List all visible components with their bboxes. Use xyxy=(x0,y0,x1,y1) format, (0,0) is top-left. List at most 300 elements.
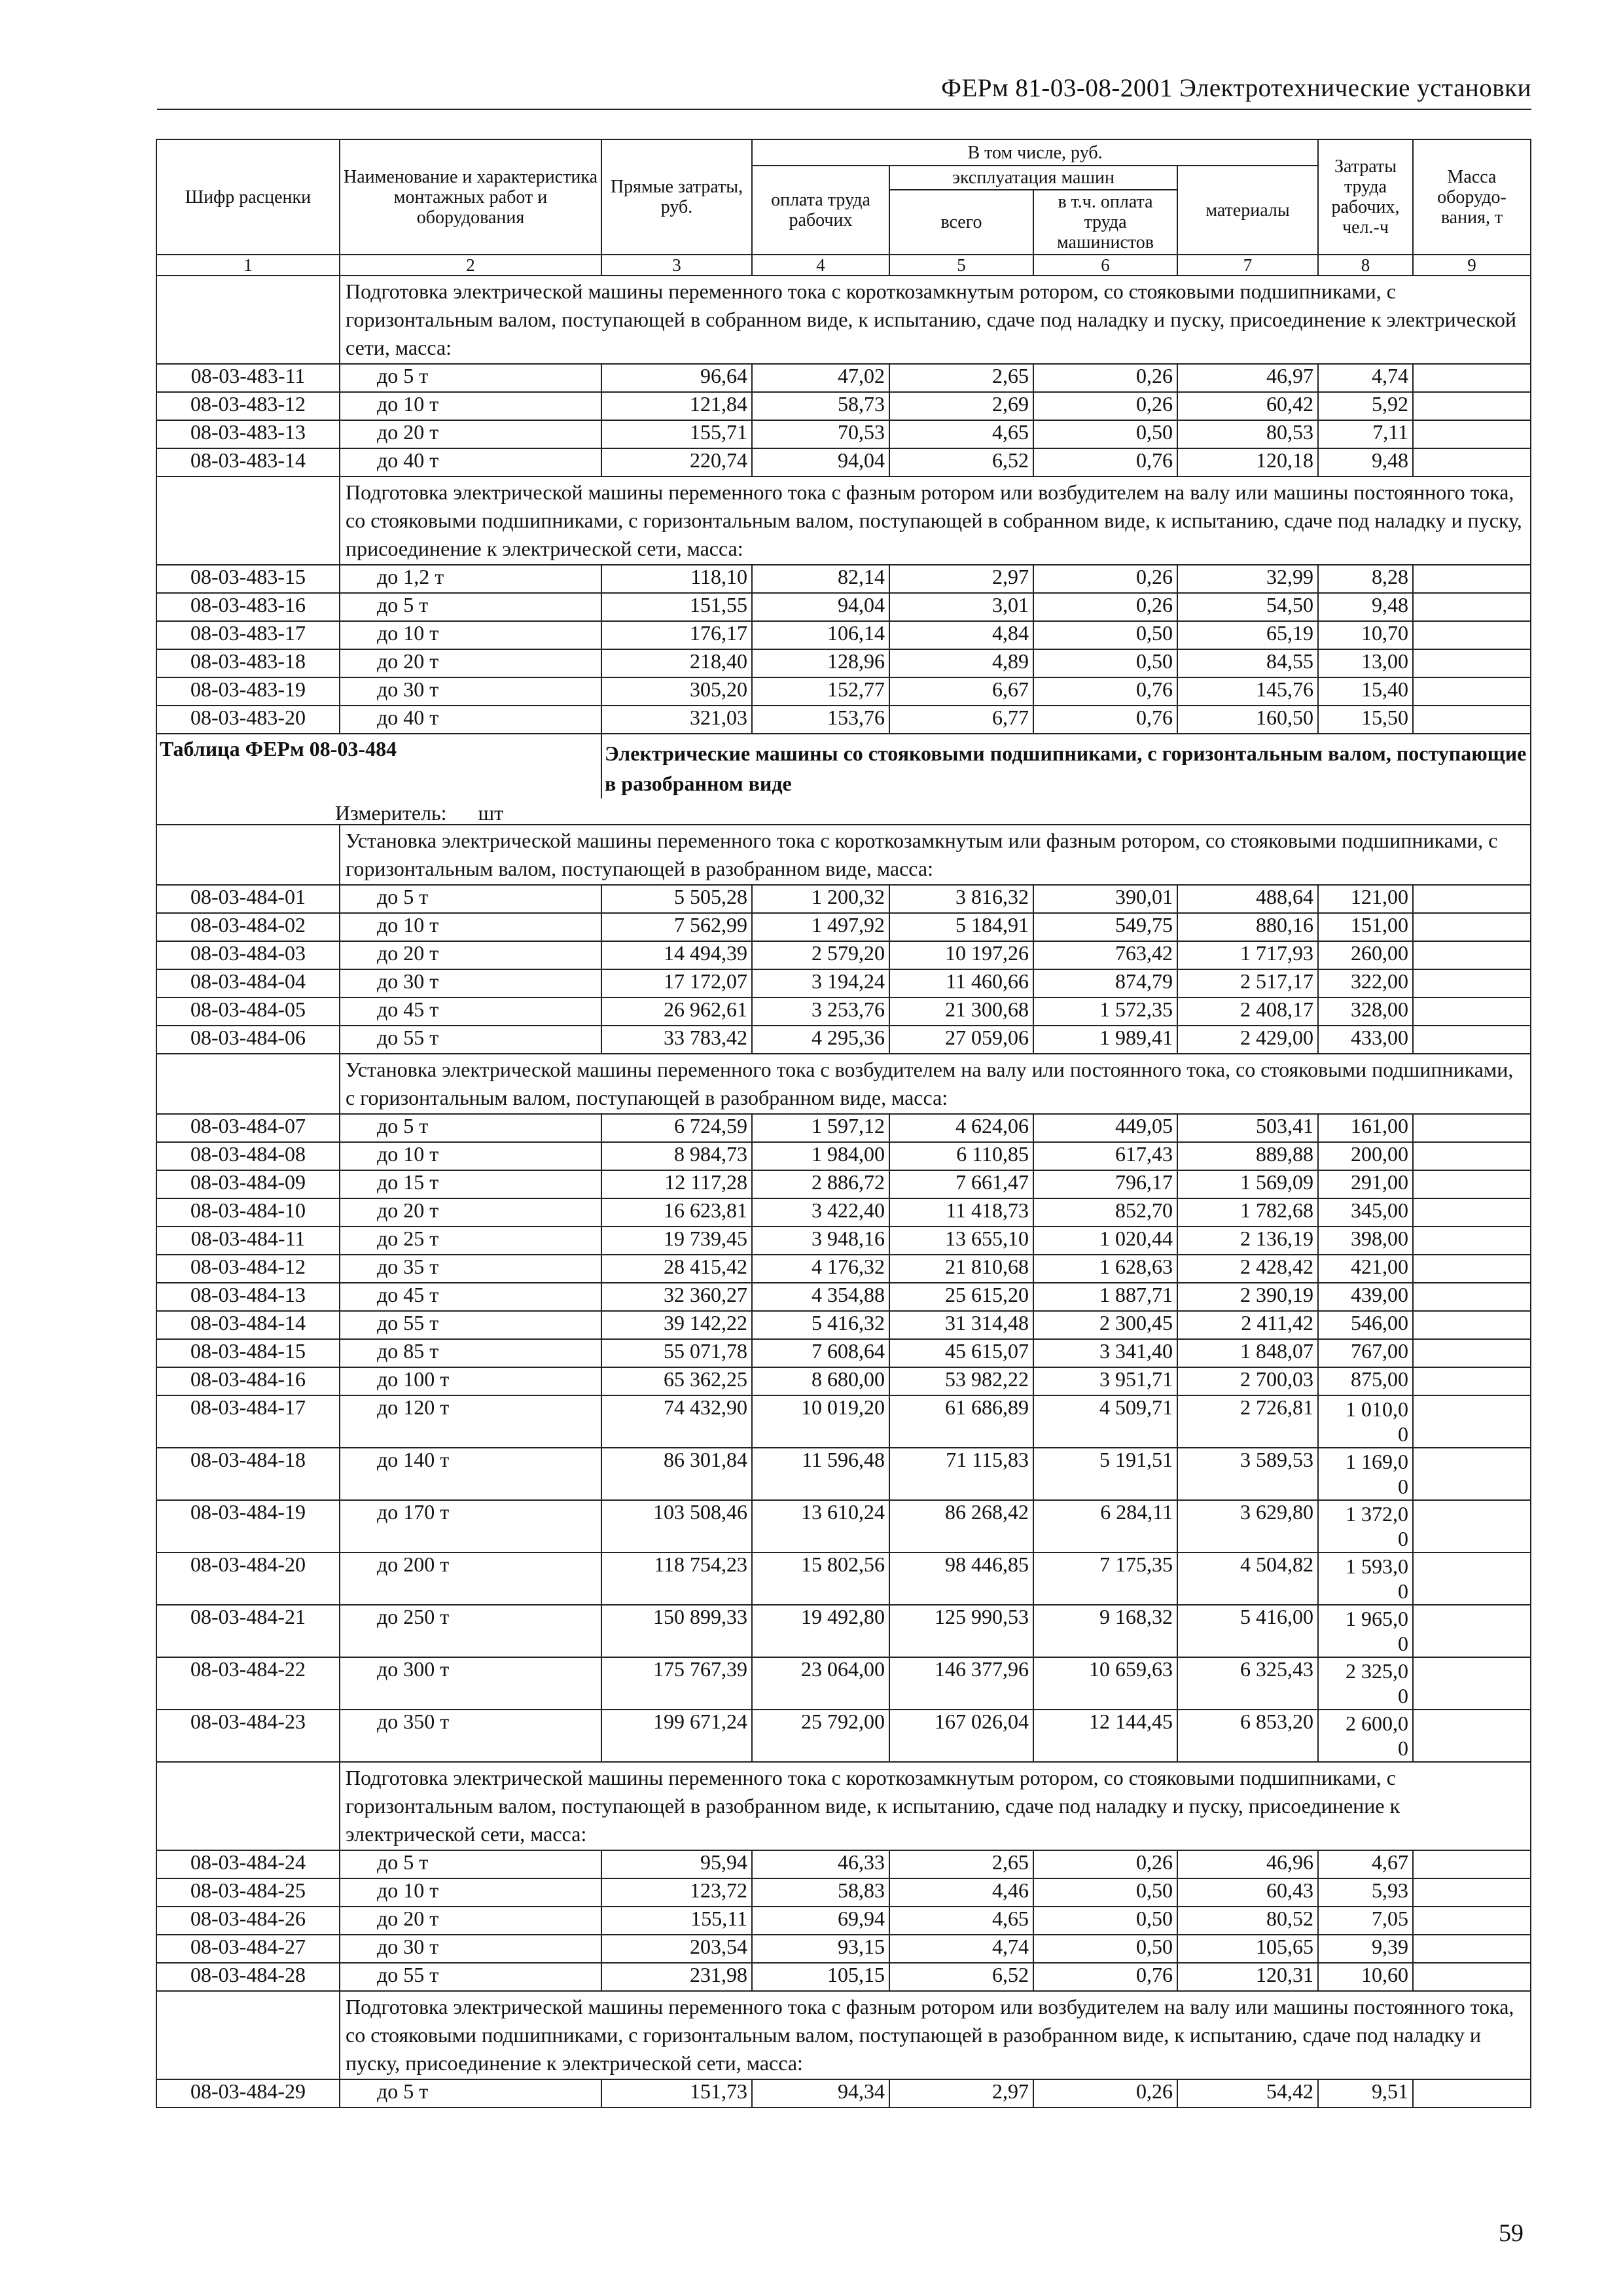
equipment-mass xyxy=(1413,885,1531,913)
machines-total: 86 268,42 xyxy=(889,1500,1033,1552)
materials-cost: 4 504,82 xyxy=(1177,1552,1318,1605)
rate-code: 08-03-484-02 xyxy=(156,913,340,941)
machines-total: 6,52 xyxy=(889,448,1033,476)
equipment-mass xyxy=(1413,1500,1531,1552)
group-description: Подготовка электрической машины переменного тока с фазным ротором или возбудителем на валу или машины постоянного тока, со стояковыми подшипниками, с горизонтальным валом, поступающей в собранном виде, к испытанию, сдаче под наладку и пуску, присоединение к электрической сети, масса: xyxy=(340,476,1531,565)
table-row xyxy=(156,448,1531,476)
equipment-mass xyxy=(1413,448,1531,476)
machines-total: 4,65 xyxy=(889,420,1033,448)
work-name: до 20 т xyxy=(340,1907,601,1935)
direct-costs: 6 724,59 xyxy=(601,1114,752,1142)
group-description-row xyxy=(156,1991,1531,2079)
machinist-labor: 449,05 xyxy=(1033,1114,1177,1142)
labor-hours-wrap: 0 xyxy=(1398,1475,1409,1498)
labor-cost: 3 948,16 xyxy=(752,1227,889,1255)
labor-hours: 121,00 xyxy=(1318,885,1413,913)
work-name: до 200 т xyxy=(340,1552,601,1605)
labor-cost: 128,96 xyxy=(752,649,889,677)
materials-cost: 65,19 xyxy=(1177,621,1318,649)
direct-costs: 175 767,39 xyxy=(601,1657,752,1710)
labor-hours: 7,05 xyxy=(1318,1907,1413,1935)
table-row xyxy=(156,1500,1531,1552)
labor-hours: 10,60 xyxy=(1318,1963,1413,1991)
table-row xyxy=(156,1395,1531,1448)
labor-hours-wrap: 0 xyxy=(1398,1684,1409,1708)
labor-cost: 70,53 xyxy=(752,420,889,448)
labor-hours-value: 2 325,0 xyxy=(1346,1659,1409,1683)
work-name: до 5 т xyxy=(340,1114,601,1142)
machinist-labor: 1 989,41 xyxy=(1033,1026,1177,1054)
labor-hours-value: 1 010,0 xyxy=(1346,1397,1409,1421)
machinist-labor: 852,70 xyxy=(1033,1198,1177,1227)
materials-cost: 6 325,43 xyxy=(1177,1657,1318,1710)
group-description: Подготовка электрической машины переменного тока с фазным ротором или возбудителем на валу или машины постоянного тока, со стояковыми подшипниками, с горизонтальным валом, поступающей в разобранном виде, к испытанию, сдаче под наладку и пуску, присоединение к электрической сети, масса: xyxy=(340,1991,1531,2079)
labor-hours: 10,70 xyxy=(1318,621,1413,649)
equipment-mass xyxy=(1413,1255,1531,1283)
machines-total: 4,74 xyxy=(889,1935,1033,1963)
machinist-labor: 617,43 xyxy=(1033,1142,1177,1170)
table-row xyxy=(156,1907,1531,1935)
col-num: 6 xyxy=(1033,255,1177,276)
labor-cost: 1 597,12 xyxy=(752,1114,889,1142)
equipment-mass xyxy=(1413,969,1531,997)
labor-cost: 13 610,24 xyxy=(752,1500,889,1552)
machinist-labor: 0,26 xyxy=(1033,364,1177,392)
col-direct-header: Прямые затраты, руб. xyxy=(601,139,752,255)
machinist-labor: 390,01 xyxy=(1033,885,1177,913)
machines-total: 3,01 xyxy=(889,593,1033,621)
col-incl-header: В том числе, руб. xyxy=(752,139,1318,166)
rate-code: 08-03-484-07 xyxy=(156,1114,340,1142)
machinist-labor: 1 628,63 xyxy=(1033,1255,1177,1283)
labor-cost: 94,04 xyxy=(752,448,889,476)
machinist-labor: 4 509,71 xyxy=(1033,1395,1177,1448)
rate-code: 08-03-484-13 xyxy=(156,1283,340,1311)
direct-costs: 151,55 xyxy=(601,593,752,621)
equipment-mass xyxy=(1413,392,1531,420)
work-name: до 10 т xyxy=(340,621,601,649)
machinist-labor: 0,76 xyxy=(1033,706,1177,734)
labor-cost: 58,83 xyxy=(752,1878,889,1907)
rate-code: 08-03-483-14 xyxy=(156,448,340,476)
materials-cost: 105,65 xyxy=(1177,1935,1318,1963)
table-484-title xyxy=(156,734,1531,825)
table-row xyxy=(156,1710,1531,1762)
equipment-mass xyxy=(1413,1552,1531,1605)
materials-cost: 120,18 xyxy=(1177,448,1318,476)
machinist-labor: 0,26 xyxy=(1033,1850,1177,1878)
table-row xyxy=(156,1142,1531,1170)
labor-cost: 4 176,32 xyxy=(752,1255,889,1283)
labor-cost: 5 416,32 xyxy=(752,1311,889,1339)
work-name: до 30 т xyxy=(340,677,601,706)
machines-total: 2,97 xyxy=(889,2079,1033,2108)
work-name: до 55 т xyxy=(340,1311,601,1339)
direct-costs: 305,20 xyxy=(601,677,752,706)
materials-cost: 889,88 xyxy=(1177,1142,1318,1170)
materials-cost: 145,76 xyxy=(1177,677,1318,706)
equipment-mass xyxy=(1413,1367,1531,1395)
work-name: до 5 т xyxy=(340,2079,601,2108)
machinist-labor: 1 020,44 xyxy=(1033,1227,1177,1255)
machines-total: 2,97 xyxy=(889,565,1033,593)
labor-hours xyxy=(1318,1448,1413,1500)
machines-total: 6,67 xyxy=(889,677,1033,706)
table-row xyxy=(156,1026,1531,1054)
labor-hours: 15,50 xyxy=(1318,706,1413,734)
work-name: до 300 т xyxy=(340,1657,601,1710)
table-row xyxy=(156,1283,1531,1311)
machinist-labor: 12 144,45 xyxy=(1033,1710,1177,1762)
equipment-mass xyxy=(1413,1114,1531,1142)
work-name: до 10 т xyxy=(340,392,601,420)
labor-cost: 58,73 xyxy=(752,392,889,420)
machinist-labor: 0,76 xyxy=(1033,448,1177,476)
equipment-mass xyxy=(1413,565,1531,593)
materials-cost: 2 136,19 xyxy=(1177,1227,1318,1255)
labor-hours-wrap: 0 xyxy=(1398,1579,1409,1603)
direct-costs: 155,71 xyxy=(601,420,752,448)
labor-cost: 94,34 xyxy=(752,2079,889,2108)
direct-costs: 96,64 xyxy=(601,364,752,392)
machinist-labor: 0,50 xyxy=(1033,649,1177,677)
equipment-mass xyxy=(1413,1227,1531,1255)
materials-cost: 488,64 xyxy=(1177,885,1318,913)
materials-cost: 2 411,42 xyxy=(1177,1311,1318,1339)
materials-cost: 2 408,17 xyxy=(1177,997,1318,1026)
rate-code: 08-03-483-18 xyxy=(156,649,340,677)
labor-hours: 291,00 xyxy=(1318,1170,1413,1198)
work-name: до 5 т xyxy=(340,1850,601,1878)
work-name: до 100 т xyxy=(340,1367,601,1395)
labor-cost: 11 596,48 xyxy=(752,1448,889,1500)
labor-cost: 15 802,56 xyxy=(752,1552,889,1605)
direct-costs: 65 362,25 xyxy=(601,1367,752,1395)
rate-code: 08-03-484-20 xyxy=(156,1552,340,1605)
labor-cost: 3 422,40 xyxy=(752,1198,889,1227)
table-row xyxy=(156,969,1531,997)
direct-costs: 19 739,45 xyxy=(601,1227,752,1255)
direct-costs: 203,54 xyxy=(601,1935,752,1963)
work-name: до 20 т xyxy=(340,649,601,677)
work-name: до 1,2 т xyxy=(340,565,601,593)
labor-hours-value: 1 965,0 xyxy=(1346,1607,1409,1630)
labor-hours-value: 2 600,0 xyxy=(1346,1712,1409,1735)
labor-cost: 2 886,72 xyxy=(752,1170,889,1198)
col-num: 9 xyxy=(1413,255,1531,276)
equipment-mass xyxy=(1413,1657,1531,1710)
equipment-mass xyxy=(1413,1935,1531,1963)
machines-total: 2,65 xyxy=(889,1850,1033,1878)
direct-costs: 321,03 xyxy=(601,706,752,734)
materials-cost: 54,50 xyxy=(1177,593,1318,621)
labor-hours: 161,00 xyxy=(1318,1114,1413,1142)
materials-cost: 1 717,93 xyxy=(1177,941,1318,969)
direct-costs: 118 754,23 xyxy=(601,1552,752,1605)
machines-total: 4,65 xyxy=(889,1907,1033,1935)
rate-code: 08-03-484-28 xyxy=(156,1963,340,1991)
work-name: до 10 т xyxy=(340,1878,601,1907)
machines-total: 11 418,73 xyxy=(889,1198,1033,1227)
machinist-labor: 0,50 xyxy=(1033,1935,1177,1963)
rate-code: 08-03-484-29 xyxy=(156,2079,340,2108)
table-row xyxy=(156,1367,1531,1395)
machines-total: 11 460,66 xyxy=(889,969,1033,997)
labor-hours: 546,00 xyxy=(1318,1311,1413,1339)
col-labor-header: оплата труда рабочих xyxy=(752,166,889,255)
measure-unit: шт xyxy=(478,801,504,825)
table-row xyxy=(156,2079,1531,2108)
group-description-row xyxy=(156,825,1531,885)
labor-cost: 82,14 xyxy=(752,565,889,593)
labor-hours-wrap: 0 xyxy=(1398,1632,1409,1655)
work-name: до 45 т xyxy=(340,997,601,1026)
machines-total: 125 990,53 xyxy=(889,1605,1033,1657)
labor-hours: 5,93 xyxy=(1318,1878,1413,1907)
work-name: до 35 т xyxy=(340,1255,601,1283)
labor-hours: 15,40 xyxy=(1318,677,1413,706)
equipment-mass xyxy=(1413,677,1531,706)
labor-hours: 875,00 xyxy=(1318,1367,1413,1395)
equipment-mass xyxy=(1413,1283,1531,1311)
materials-cost: 84,55 xyxy=(1177,649,1318,677)
work-name: до 170 т xyxy=(340,1500,601,1552)
machines-total: 10 197,26 xyxy=(889,941,1033,969)
rate-code: 08-03-484-16 xyxy=(156,1367,340,1395)
work-name: до 350 т xyxy=(340,1710,601,1762)
machines-total: 13 655,10 xyxy=(889,1227,1033,1255)
rate-code: 08-03-484-05 xyxy=(156,997,340,1026)
work-name: до 20 т xyxy=(340,420,601,448)
labor-hours xyxy=(1318,1710,1413,1762)
table-row xyxy=(156,941,1531,969)
labor-hours-value: 1 169,0 xyxy=(1346,1450,1409,1473)
rate-code: 08-03-484-06 xyxy=(156,1026,340,1054)
table-483-body xyxy=(156,276,1531,734)
work-name: до 10 т xyxy=(340,913,601,941)
col-num: 1 xyxy=(156,255,340,276)
machinist-labor: 0,76 xyxy=(1033,677,1177,706)
labor-cost: 1 984,00 xyxy=(752,1142,889,1170)
materials-cost: 2 726,81 xyxy=(1177,1395,1318,1448)
machines-total: 2,69 xyxy=(889,392,1033,420)
rate-code: 08-03-484-12 xyxy=(156,1255,340,1283)
labor-cost: 25 792,00 xyxy=(752,1710,889,1762)
labor-hours: 9,48 xyxy=(1318,593,1413,621)
direct-costs: 86 301,84 xyxy=(601,1448,752,1500)
labor-hours-value: 1 593,0 xyxy=(1346,1554,1409,1578)
page-header: ФЕРм 81-03-08-2001 Электротехнические установки xyxy=(941,74,1531,102)
machinist-labor: 10 659,63 xyxy=(1033,1657,1177,1710)
machinist-labor: 3 341,40 xyxy=(1033,1339,1177,1367)
work-name: до 45 т xyxy=(340,1283,601,1311)
machines-total: 4,46 xyxy=(889,1878,1033,1907)
col-name-header: Наименование и характеристика монтажных работ и оборудования xyxy=(340,139,601,255)
group-description: Установка электрической машины переменного тока с возбудителем на валу или постоянного тока, со стояковыми подшипниками, с горизонтальным валом, поступающей в разобранном виде, масса: xyxy=(340,1054,1531,1114)
materials-cost: 5 416,00 xyxy=(1177,1605,1318,1657)
measure-row xyxy=(156,798,1531,825)
machines-total: 98 446,85 xyxy=(889,1552,1033,1605)
equipment-mass xyxy=(1413,1311,1531,1339)
machines-total: 2,65 xyxy=(889,364,1033,392)
direct-costs: 220,74 xyxy=(601,448,752,476)
rate-code: 08-03-483-19 xyxy=(156,677,340,706)
work-name: до 30 т xyxy=(340,1935,601,1963)
work-name: до 10 т xyxy=(340,1142,601,1170)
materials-cost: 2 390,19 xyxy=(1177,1283,1318,1311)
rate-code: 08-03-484-08 xyxy=(156,1142,340,1170)
col-mass-header: Масса оборудо-вания, т xyxy=(1413,139,1531,255)
direct-costs: 55 071,78 xyxy=(601,1339,752,1367)
table-row xyxy=(156,677,1531,706)
rate-code: 08-03-484-22 xyxy=(156,1657,340,1710)
work-name: до 30 т xyxy=(340,969,601,997)
group-description-row xyxy=(156,1762,1531,1850)
group-description-row xyxy=(156,276,1531,364)
labor-hours: 322,00 xyxy=(1318,969,1413,997)
equipment-mass xyxy=(1413,1395,1531,1448)
col-num: 5 xyxy=(889,255,1033,276)
direct-costs: 12 117,28 xyxy=(601,1170,752,1198)
materials-cost: 3 589,53 xyxy=(1177,1448,1318,1500)
labor-cost: 10 019,20 xyxy=(752,1395,889,1448)
col-num: 8 xyxy=(1318,255,1413,276)
table-row xyxy=(156,565,1531,593)
rate-code: 08-03-483-13 xyxy=(156,420,340,448)
rate-code: 08-03-484-24 xyxy=(156,1850,340,1878)
labor-hours: 345,00 xyxy=(1318,1198,1413,1227)
rate-code: 08-03-484-10 xyxy=(156,1198,340,1227)
materials-cost: 1 782,68 xyxy=(1177,1198,1318,1227)
machines-total: 31 314,48 xyxy=(889,1311,1033,1339)
equipment-mass xyxy=(1413,1963,1531,1991)
rate-code: 08-03-484-19 xyxy=(156,1500,340,1552)
rate-code: 08-03-483-16 xyxy=(156,593,340,621)
materials-cost: 1 569,09 xyxy=(1177,1170,1318,1198)
machines-total: 3 816,32 xyxy=(889,885,1033,913)
table-row xyxy=(156,1170,1531,1198)
col-num: 2 xyxy=(340,255,601,276)
equipment-mass xyxy=(1413,2079,1531,2108)
table-row xyxy=(156,1339,1531,1367)
materials-cost: 46,97 xyxy=(1177,364,1318,392)
labor-cost: 4 354,88 xyxy=(752,1283,889,1311)
machinist-labor: 0,26 xyxy=(1033,392,1177,420)
column-numbers-row xyxy=(156,255,1531,276)
labor-hours-wrap: 0 xyxy=(1398,1527,1409,1551)
table-row xyxy=(156,1198,1531,1227)
labor-cost: 23 064,00 xyxy=(752,1657,889,1710)
equipment-mass xyxy=(1413,1878,1531,1907)
work-name: до 55 т xyxy=(340,1026,601,1054)
rate-code: 08-03-484-04 xyxy=(156,969,340,997)
equipment-mass xyxy=(1413,1907,1531,1935)
labor-cost: 152,77 xyxy=(752,677,889,706)
materials-cost: 2 700,03 xyxy=(1177,1367,1318,1395)
labor-hours: 8,28 xyxy=(1318,565,1413,593)
machines-total: 4 624,06 xyxy=(889,1114,1033,1142)
equipment-mass xyxy=(1413,1026,1531,1054)
equipment-mass xyxy=(1413,1339,1531,1367)
group-description-row xyxy=(156,476,1531,565)
materials-cost: 60,42 xyxy=(1177,392,1318,420)
labor-cost: 93,15 xyxy=(752,1935,889,1963)
materials-cost: 60,43 xyxy=(1177,1878,1318,1907)
table-header xyxy=(156,139,1531,276)
machines-total: 7 661,47 xyxy=(889,1170,1033,1198)
labor-hours xyxy=(1318,1500,1413,1552)
work-name: до 20 т xyxy=(340,1198,601,1227)
machines-total: 21 300,68 xyxy=(889,997,1033,1026)
rate-code: 08-03-484-18 xyxy=(156,1448,340,1500)
direct-costs: 199 671,24 xyxy=(601,1710,752,1762)
labor-cost: 1 200,32 xyxy=(752,885,889,913)
labor-hours: 439,00 xyxy=(1318,1283,1413,1311)
machines-total: 4,84 xyxy=(889,621,1033,649)
direct-costs: 121,84 xyxy=(601,392,752,420)
work-name: до 40 т xyxy=(340,448,601,476)
empty-code-cell xyxy=(156,1991,340,2079)
table-row xyxy=(156,1935,1531,1963)
machinist-labor: 549,75 xyxy=(1033,913,1177,941)
materials-cost: 80,52 xyxy=(1177,1907,1318,1935)
labor-hours xyxy=(1318,1552,1413,1605)
labor-hours xyxy=(1318,1657,1413,1710)
materials-cost: 503,41 xyxy=(1177,1114,1318,1142)
header-rule xyxy=(157,109,1531,110)
equipment-mass xyxy=(1413,420,1531,448)
rate-code: 08-03-484-27 xyxy=(156,1935,340,1963)
table-484-code: Таблица ФЕРм 08-03-484 xyxy=(156,734,601,798)
machines-total: 25 615,20 xyxy=(889,1283,1033,1311)
materials-cost: 160,50 xyxy=(1177,706,1318,734)
direct-costs: 26 962,61 xyxy=(601,997,752,1026)
direct-costs: 151,73 xyxy=(601,2079,752,2108)
labor-hours: 421,00 xyxy=(1318,1255,1413,1283)
direct-costs: 14 494,39 xyxy=(601,941,752,969)
machinist-labor: 796,17 xyxy=(1033,1170,1177,1198)
page-number: 59 xyxy=(1499,2219,1524,2247)
labor-hours xyxy=(1318,1605,1413,1657)
col-incl-labor-header: в т.ч. оплата труда машинистов xyxy=(1033,190,1177,255)
col-hours-header: Затраты труда рабочих, чел.-ч xyxy=(1318,139,1413,255)
table-484-name: Электрические машины со стояковыми подшипниками, с горизонтальным валом, поступающие в разобранном виде xyxy=(601,734,1531,798)
work-name: до 20 т xyxy=(340,941,601,969)
group-description-row xyxy=(156,1054,1531,1114)
table-row xyxy=(156,1255,1531,1283)
machinist-labor: 874,79 xyxy=(1033,969,1177,997)
table-row xyxy=(156,1311,1531,1339)
materials-cost: 46,96 xyxy=(1177,1850,1318,1878)
labor-hours: 9,51 xyxy=(1318,2079,1413,2108)
materials-cost: 32,99 xyxy=(1177,565,1318,593)
machines-total: 6,77 xyxy=(889,706,1033,734)
labor-cost: 153,76 xyxy=(752,706,889,734)
labor-hours-wrap: 0 xyxy=(1398,1736,1409,1760)
table-row xyxy=(156,1657,1531,1710)
empty-code-cell xyxy=(156,476,340,565)
work-name: до 15 т xyxy=(340,1170,601,1198)
equipment-mass xyxy=(1413,941,1531,969)
rate-code: 08-03-484-26 xyxy=(156,1907,340,1935)
labor-hours-wrap: 0 xyxy=(1398,1422,1409,1446)
labor-hours: 151,00 xyxy=(1318,913,1413,941)
labor-hours: 4,67 xyxy=(1318,1850,1413,1878)
table-row xyxy=(156,649,1531,677)
table-row xyxy=(156,420,1531,448)
table-row xyxy=(156,621,1531,649)
rate-code: 08-03-484-25 xyxy=(156,1878,340,1907)
